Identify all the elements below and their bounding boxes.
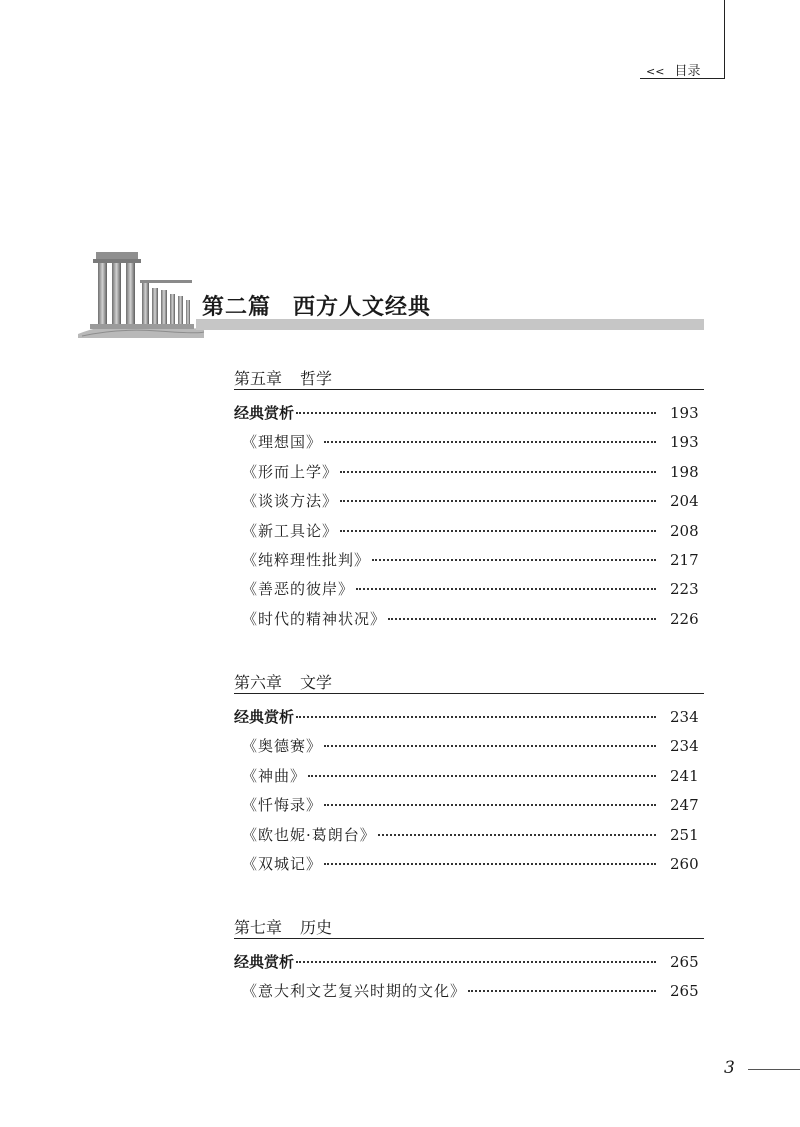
dot-leader [340, 471, 656, 473]
header-vertical-rule [724, 0, 725, 78]
toc-entry-title: 《形而上学》 [242, 462, 339, 481]
toc-entry[interactable] [234, 608, 704, 637]
toc-page-number: 247 [670, 796, 699, 815]
dot-leader [296, 412, 656, 414]
toc-entry-title: 《忏悔录》 [242, 796, 323, 815]
toc-page-number: 223 [670, 580, 699, 599]
toc-entry-title: 《新工具论》 [242, 521, 339, 540]
chapter-heading [234, 915, 704, 939]
toc-entry[interactable] [234, 402, 704, 431]
chapter-title: 文学 [300, 673, 333, 692]
toc-entry-title: 《纯粹理性批判》 [242, 550, 371, 569]
chapter-number: 第六章 [234, 673, 283, 692]
toc-entry[interactable] [234, 853, 704, 882]
toc-entry[interactable] [234, 794, 704, 823]
part-title [202, 290, 431, 321]
toc-page-number: 265 [670, 982, 699, 1001]
part-name: 西方人文经典 [293, 295, 432, 320]
toc-entry[interactable] [234, 951, 704, 980]
dot-leader [324, 441, 656, 443]
dot-leader [340, 530, 656, 532]
chapter-number: 第七章 [234, 918, 283, 937]
page-number: 3 [724, 1058, 735, 1078]
toc-entry-title: 《双城记》 [242, 854, 323, 873]
chapter-section [234, 915, 704, 1010]
toc-page-number: 241 [670, 766, 699, 785]
toc-entry-title: 《善恶的彼岸》 [242, 580, 355, 599]
toc-page-number: 234 [670, 708, 699, 726]
toc-entry[interactable] [234, 490, 704, 519]
footer-rule [748, 1069, 800, 1070]
chapter-title: 历史 [300, 918, 333, 937]
dot-leader [388, 618, 656, 620]
toc-entry[interactable] [234, 706, 704, 735]
toc-entry[interactable] [234, 461, 704, 490]
dot-leader [308, 775, 656, 777]
toc-page-number: 260 [670, 854, 699, 873]
toc-entry-title: 《时代的精神状况》 [242, 609, 387, 628]
toc-page-number: 217 [670, 550, 699, 569]
dot-leader [356, 588, 656, 590]
chapter-number: 第五章 [234, 369, 283, 388]
dot-leader [324, 863, 656, 865]
toc-page-number: 198 [670, 462, 699, 481]
toc-entry[interactable] [234, 549, 704, 578]
toc-page-number: 193 [670, 404, 699, 422]
toc-page-number: 193 [670, 433, 699, 452]
toc-entry-title: 《谈谈方法》 [242, 492, 339, 511]
temple-ruins-icon [78, 248, 204, 338]
running-header-label: 目录 [674, 64, 701, 79]
toc-entry-title: 《理想国》 [242, 433, 323, 452]
toc-entry[interactable] [234, 824, 704, 853]
chapter-heading [234, 366, 704, 390]
toc-entry-title: 《奥德赛》 [242, 737, 323, 756]
toc-entry[interactable] [234, 431, 704, 460]
dot-leader [296, 716, 656, 718]
dot-leader [372, 559, 656, 561]
part-number: 第二篇 [202, 295, 272, 320]
chapter-title: 哲学 [300, 369, 333, 388]
dot-leader [324, 804, 656, 806]
toc-entry-title: 经典赏析 [234, 953, 295, 971]
part-banner [78, 248, 704, 338]
toc-page-number: 251 [670, 825, 699, 844]
chapter-section [234, 670, 704, 882]
running-header [646, 60, 700, 79]
toc-page-number: 226 [670, 609, 699, 628]
toc-page-number: 208 [670, 521, 699, 540]
chapter-section [234, 366, 704, 637]
toc-entry-title: 经典赏析 [234, 404, 295, 422]
dot-leader [378, 834, 656, 836]
toc-entry-title: 经典赏析 [234, 708, 295, 726]
toc-entry[interactable] [234, 735, 704, 764]
toc-page-number: 204 [670, 492, 699, 511]
dot-leader [296, 961, 656, 963]
toc-entry[interactable] [234, 578, 704, 607]
toc-entry-title: 《欧也妮·葛朗台》 [242, 825, 376, 844]
toc-entry[interactable] [234, 520, 704, 549]
chapter-heading [234, 670, 704, 694]
toc-entry[interactable] [234, 765, 704, 794]
dot-leader [324, 745, 656, 747]
toc-entry-title: 《意大利文艺复兴时期的文化》 [242, 982, 467, 1001]
toc-entry-title: 《神曲》 [242, 766, 307, 785]
toc-entry[interactable] [234, 980, 704, 1009]
chevron-left-icon: << [646, 65, 665, 78]
dot-leader [340, 500, 656, 502]
toc-page-number: 265 [670, 953, 699, 971]
dot-leader [468, 990, 656, 992]
toc-page-number: 234 [670, 737, 699, 756]
